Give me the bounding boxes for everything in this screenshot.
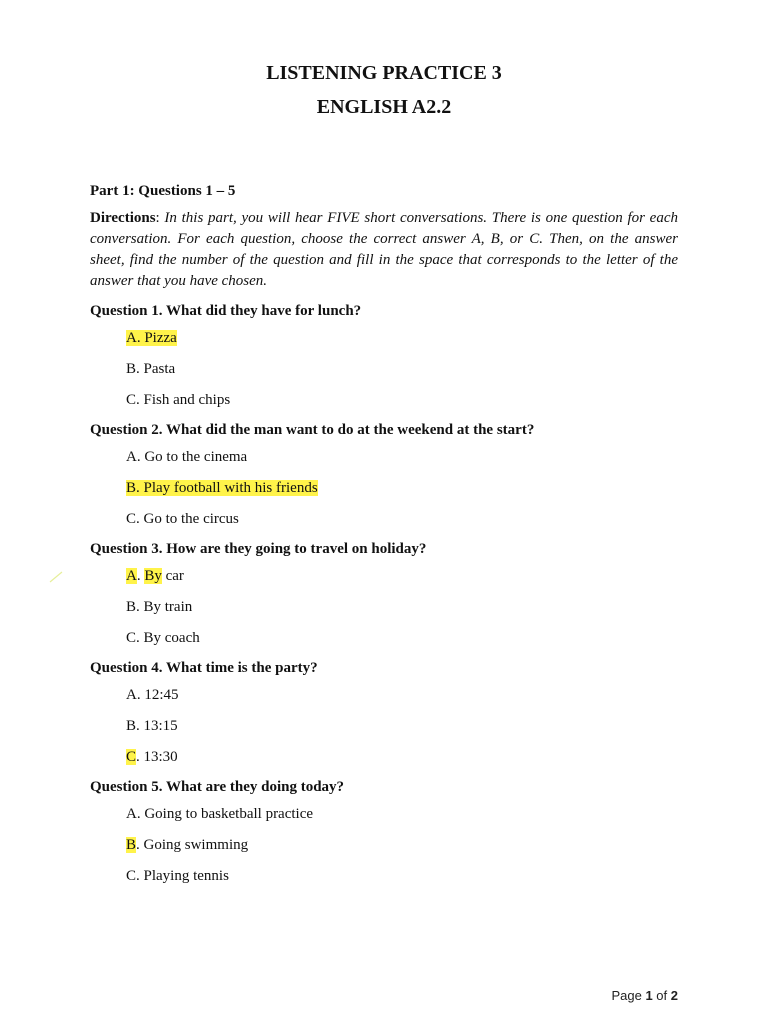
highlighted-letter: A [126,568,137,584]
question-text: Question 5. What are they doing today? [90,779,345,795]
question-5 [90,776,678,886]
highlighted-letter: C [126,749,137,765]
highlighted-answer: A. Pizza [126,330,177,346]
option-a [126,566,678,586]
title-block [0,56,768,124]
option-text: B. By train [126,599,193,615]
question-text: Question 3. How are they going to travel on holiday? [90,541,427,557]
question-text: Question 2. What did the man want to do at the weekend at the start? [90,422,535,438]
option-text: B. 13:15 [126,718,178,734]
option-a [126,685,678,705]
option-c [126,628,678,648]
of-word: of [656,988,668,1003]
directions-text: In this part, you will hear FIVE short conversations. There is one question for each conversation. For each question, choose the correct answer A, B, or C. Then, on the answer sheet, find the number of the question and fill in the space that corresponds to the letter of the answer that you have chosen. [90,210,678,289]
question-2 [90,419,678,529]
option-text: B. Pasta [126,361,176,377]
option-b [126,716,678,736]
option-text: C. Fish and chips [126,392,231,408]
page-number [611,988,678,1003]
option-text: A. Go to the cinema [126,449,248,465]
highlighted-answer: B. Play football with his friends [126,480,318,496]
option-b [126,835,678,855]
option-text: A. 12:45 [126,687,179,703]
option-text: A. Going to basketball practice [126,806,314,822]
question-4 [90,657,678,767]
page-total: 2 [670,988,678,1003]
option-a [126,447,678,467]
content [90,180,678,895]
question-text: Question 4. What time is the party? [90,660,318,676]
option-text: . [136,568,145,584]
question-1 [90,300,678,410]
option-text: C. Playing tennis [126,868,229,884]
option-text: . 13:30 [136,749,178,765]
part-heading: Part 1: Questions 1 – 5 [90,183,236,199]
question-3 [90,538,678,648]
directions: Directions: In this part, you will hear FIVE short conversations. There is one question for each conversation. For each question, choose the correct answer A, B, or C. Then, on the answer sheet, find the number of the question and fill in the space that corresponds to the letter of the answer that you have chosen. [90,210,678,289]
question-text: Question 1. What did they have for lunch? [90,303,362,319]
page-current: 1 [645,988,653,1003]
option-c [126,866,678,886]
highlighted-letter: B [126,837,137,853]
option-text: C. Go to the circus [126,511,239,527]
option-b [126,597,678,617]
option-c [126,390,678,410]
pen-stroke-mark [48,570,64,584]
option-b [126,359,678,379]
option-a [126,328,678,348]
document-title: LISTENING PRACTICE 3 [266,62,502,84]
option-text: car [161,568,184,584]
option-c [126,747,678,767]
highlighted-word: By [144,568,162,584]
document-subtitle: ENGLISH A2.2 [316,96,452,118]
page-word: Page [611,988,642,1003]
option-text: C. By coach [126,630,200,646]
directions-label: Directions [90,210,156,226]
option-text: . Going swimming [136,837,249,853]
option-c [126,509,678,529]
option-a [126,804,678,824]
option-b [126,478,678,498]
